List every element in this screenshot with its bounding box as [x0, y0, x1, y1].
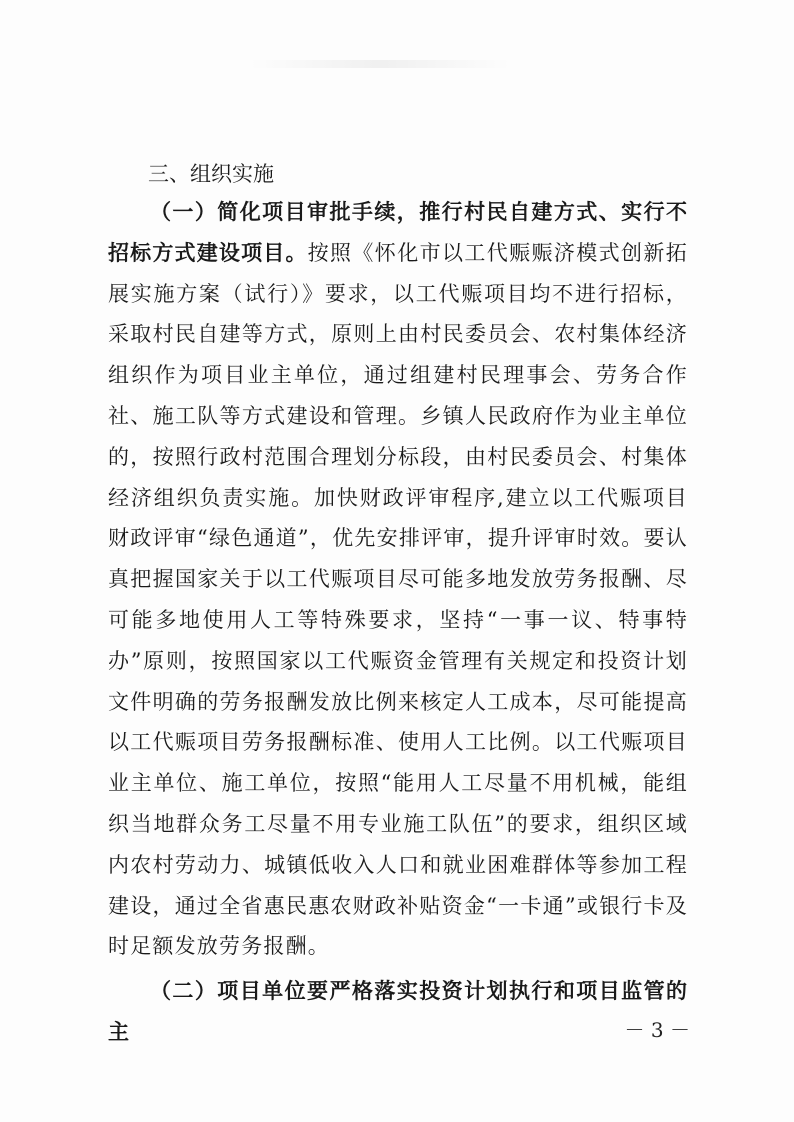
paragraph-1: [108, 192, 688, 967]
paragraph-1-bold-lead: （一）简化项目审批手续，推行村民自建方式、实行不招标方式建设项目。: [108, 200, 688, 265]
scan-artifact: [250, 60, 510, 68]
paragraph-2-bold-lead: （二）项目单位要严格落实投资计划执行和项目监管的主: [108, 979, 688, 1044]
document-body: [108, 156, 688, 1053]
page-number: － 3 －: [624, 1018, 690, 1042]
paragraph-1-text: 按照《怀化市以工代赈赈济模式创新拓展实施方案（试行）》要求，以工代赈项目均不进行招标，采取村民自建等方式，原则上由村民委员会、农村集体经济组织作为项目业主单位，通过组建村民理事会、劳务合作社、施工队等方式建设和管理。乡镇人民政府作为业主单位的，按照行政村范围合理划分标段，由村民委员会、村集体经济组织负责实施。加快财政评审程序,建立以工代赈项目财政评审“绿色通道”，优先安排评审，提升评审时效。要认真把握国家关于以工代赈项目尽可能多地发放劳务报酬、尽可能多地使用人工等特殊要求，坚持“一事一议、特事特办”原则，按照国家以工代赈资金管理有关规定和投资计划文件明确的劳务报酬发放比例来核定人工成本，尽可能提高以工代赈项目劳务报酬标准、使用人工比例。以工代赈项目业主单位、施工单位，按照“能用人工尽量不用机械，能组织当地群众务工尽量不用专业施工队伍”的要求，组织区域内农村劳动力、城镇低收入人口和就业困难群体等参加工程建设，通过全省惠民惠农财政补贴资金“一卡通”或银行卡及时足额发放劳务报酬。: [108, 240, 688, 959]
section-heading: 三、组织实施: [148, 162, 274, 186]
